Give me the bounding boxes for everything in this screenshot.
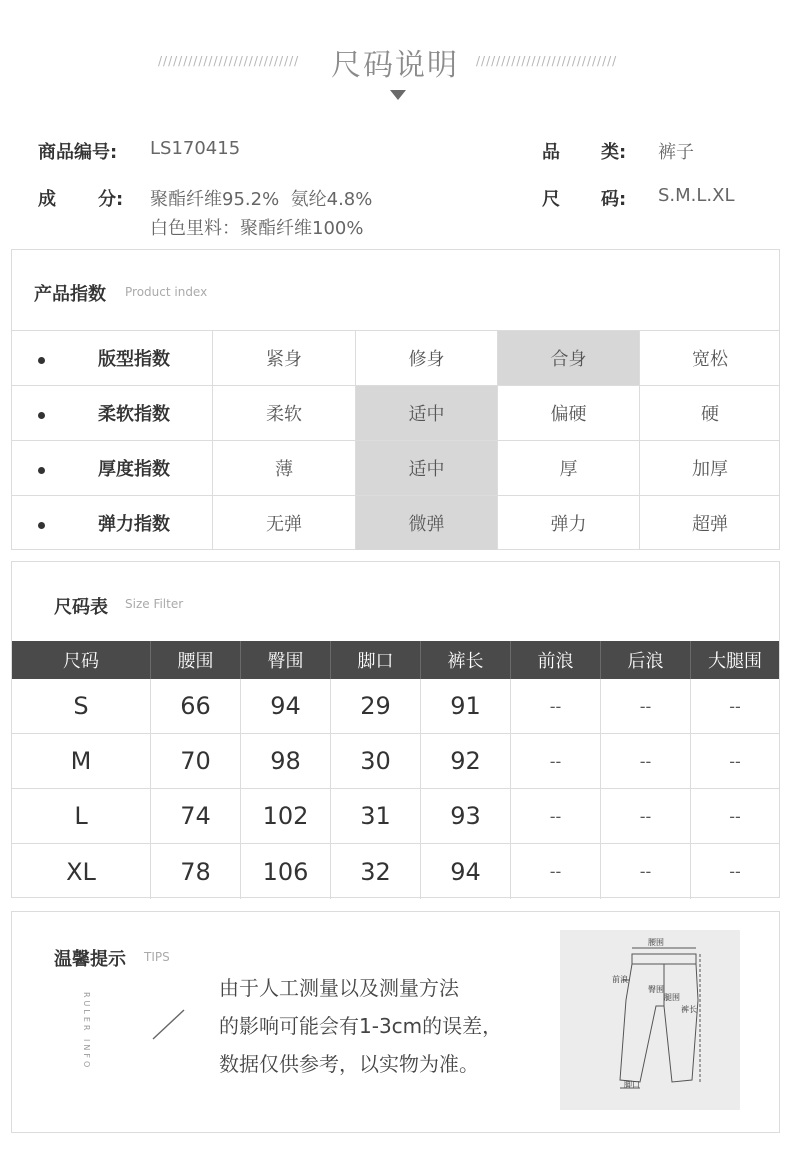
size-table-panel: [11, 561, 780, 898]
index-option: 修身: [356, 330, 498, 385]
product-code-label: 商品编号:: [38, 142, 118, 163]
product-index-subtitle: Product index: [125, 285, 208, 299]
size-table-cell: 30: [331, 734, 421, 789]
category-label-b: 类:: [601, 142, 627, 163]
category-label-a: 品: [542, 142, 560, 163]
size-table-cell: --: [729, 862, 741, 881]
size-table-header: 腰围: [151, 641, 241, 679]
size-table-header: 前浪: [511, 641, 601, 679]
index-row-name: 弹力指数: [98, 514, 170, 535]
size-table-cell: XL: [12, 844, 151, 899]
index-option-selected: 微弹: [356, 495, 498, 550]
slash-divider-icon: [150, 1008, 186, 1042]
size-table-cell: --: [511, 844, 601, 899]
ruler-info-text: RULER INFO: [82, 992, 91, 1071]
size-table-cell: --: [601, 734, 691, 789]
composition-line-2: 白色里料：聚酯纤维100%: [150, 218, 364, 239]
product-code-value: LS170415: [150, 138, 241, 159]
tips-subtitle: TIPS: [144, 950, 170, 964]
size-table-header: 尺码: [12, 641, 151, 679]
size-table-cell: 94: [421, 844, 511, 899]
bullet-icon: [38, 357, 45, 364]
composition-label-a: 成: [38, 189, 56, 210]
size-table-cell: 93: [421, 789, 511, 844]
index-option: 硬: [640, 385, 780, 440]
title-decoration-right: ////////////////////////////: [476, 54, 618, 68]
size-table-cell: --: [601, 789, 691, 844]
size-table-cell: 31: [331, 789, 421, 844]
size-table-cell: 98: [241, 734, 331, 789]
index-row-name: 柔软指数: [98, 404, 170, 425]
index-option-selected: 合身: [498, 330, 640, 385]
index-row-name: 版型指数: [98, 349, 170, 370]
size-table-header: 脚口: [331, 641, 421, 679]
size-table-subtitle: Size Filter: [125, 597, 184, 611]
product-index-panel: [11, 249, 780, 550]
index-option: 厚: [498, 440, 640, 495]
size-table-cell: 92: [421, 734, 511, 789]
bullet-icon: [38, 467, 45, 474]
page-title: 尺码说明: [331, 48, 459, 83]
pants-outline-icon: [560, 930, 740, 1110]
index-option: 宽松: [640, 330, 780, 385]
size-table-cell: 70: [151, 734, 241, 789]
size-table-cell: 102: [241, 789, 331, 844]
index-option: 加厚: [640, 440, 780, 495]
size-table-cell: --: [511, 734, 601, 789]
size-table-cell: 74: [151, 789, 241, 844]
index-option: 紧身: [213, 330, 356, 385]
size-table-cell: 29: [331, 679, 421, 734]
size-table-cell: --: [601, 844, 691, 899]
diagram-label-hem: 脚口: [624, 1080, 640, 1089]
index-row-label: [12, 495, 213, 550]
index-row-name: 厚度指数: [98, 459, 170, 480]
tips-line-1: 由于人工测量以及测量方法: [219, 976, 459, 1000]
size-table-cell: --: [691, 734, 779, 789]
size-table-header: 大腿围: [691, 641, 779, 679]
composition-label-b: 分:: [98, 189, 124, 210]
index-option: 超弹: [640, 495, 780, 550]
index-option: 薄: [213, 440, 356, 495]
diagram-label-thigh: 腿围: [664, 993, 680, 1002]
size-label-a: 尺: [542, 189, 560, 210]
pants-measurement-diagram: [560, 930, 740, 1110]
size-table-cell: L: [12, 789, 151, 844]
size-table-cell: 94: [241, 679, 331, 734]
diagram-label-front-rise: 前浪: [612, 975, 628, 984]
down-triangle-icon: [390, 90, 406, 100]
size-table-cell: --: [511, 789, 601, 844]
category-value: 裤子: [658, 142, 694, 163]
index-option: 无弹: [213, 495, 356, 550]
bullet-icon: [38, 522, 45, 529]
tips-line-3: 数据仅供参考，以实物为准。: [219, 1052, 479, 1076]
index-option: 弹力: [498, 495, 640, 550]
diagram-label-length: 裤长: [681, 1005, 697, 1014]
size-table-cell: --: [691, 789, 779, 844]
index-option-selected: 适中: [356, 440, 498, 495]
product-index-title: 产品指数: [34, 284, 106, 305]
index-option-selected: 适中: [356, 385, 498, 440]
size-table-title: 尺码表: [54, 597, 108, 618]
size-table-cell: 91: [421, 679, 511, 734]
bullet-icon: [38, 412, 45, 419]
size-table-cell: 106: [241, 844, 331, 899]
size-table-cell: --: [511, 679, 601, 734]
size-table-cell: 78: [151, 844, 241, 899]
size-label-b: 码:: [601, 189, 627, 210]
index-row-label: [12, 385, 213, 440]
composition-line-1: 聚酯纤维95.2% 氨纶4.8%: [150, 189, 373, 210]
index-option: 偏硬: [498, 385, 640, 440]
size-table-cell: M: [12, 734, 151, 789]
title-decoration-left: ////////////////////////////: [158, 54, 300, 68]
index-row-label: [12, 440, 213, 495]
diagram-label-hip: 臀围: [648, 985, 664, 994]
tips-line-2: 的影响可能会有1-3cm的误差，: [219, 1014, 503, 1038]
size-table-cell: 66: [151, 679, 241, 734]
index-row-label: [12, 330, 213, 385]
size-table-cell: --: [601, 679, 691, 734]
size-table-header: 后浪: [601, 641, 691, 679]
tips-panel: [11, 911, 780, 1133]
size-value: S.M.L.XL: [658, 185, 735, 206]
size-table-header: 裤长: [421, 641, 511, 679]
size-table-header: 臀围: [241, 641, 331, 679]
size-table-cell: --: [691, 679, 779, 734]
size-table-cell: S: [12, 679, 151, 734]
size-table-cell: 32: [331, 844, 421, 899]
index-option: 柔软: [213, 385, 356, 440]
diagram-label-waist: 腰围: [648, 938, 664, 947]
tips-title: 温馨提示: [54, 949, 126, 970]
